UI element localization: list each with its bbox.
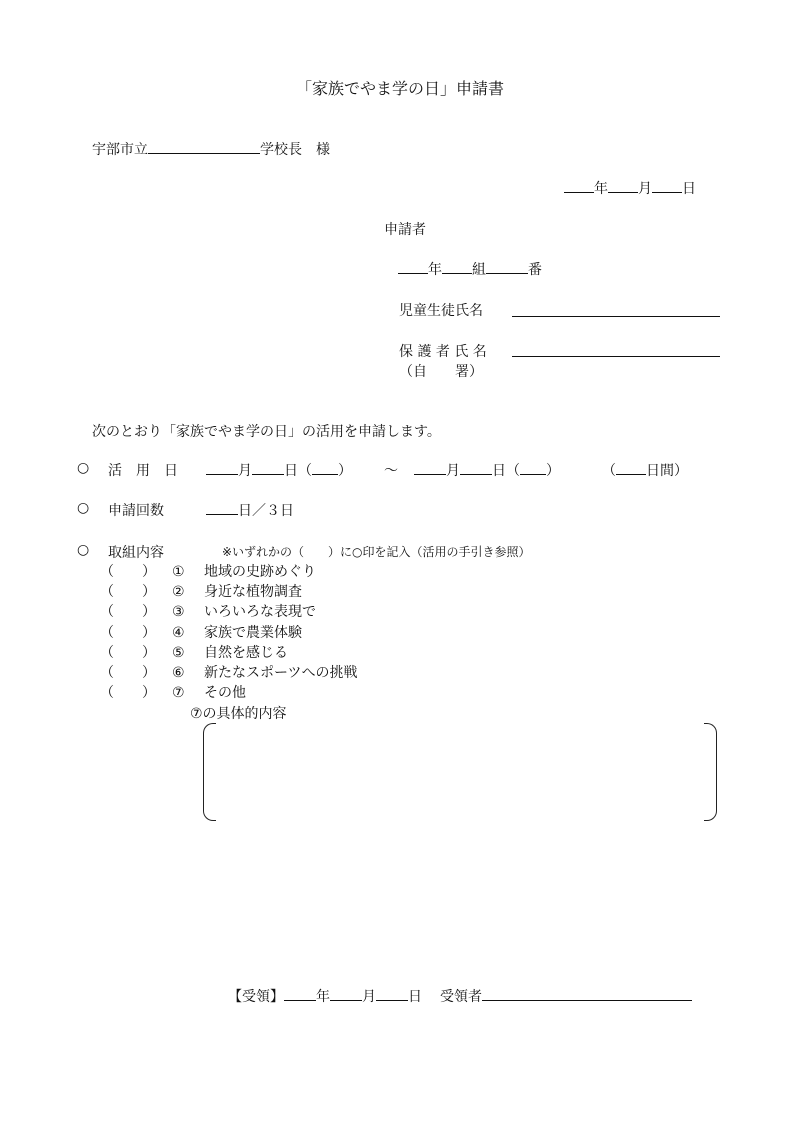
activity-number: ① — [172, 564, 185, 580]
range-tilde: ～ — [384, 463, 398, 479]
receiver-label: 受領者 — [440, 989, 482, 1005]
activity-text: いろいろな表現で — [204, 604, 316, 620]
start-weekday-close: ） — [338, 463, 352, 479]
usage-date-range — [206, 460, 352, 480]
detail-label: ⑦の具体的内容 — [190, 706, 287, 722]
detail-bracket-right — [704, 723, 717, 821]
usage-bullet: ○ — [77, 460, 90, 476]
activity-text: 新たなスポーツへの挑戦 — [204, 665, 358, 681]
activity-text: 身近な植物調査 — [204, 584, 302, 600]
date-day-blank[interactable] — [652, 178, 682, 193]
activity-text: その他 — [204, 685, 246, 701]
detail-bracket-left — [203, 723, 216, 821]
days-blank[interactable] — [616, 460, 646, 475]
start-month-blank[interactable] — [206, 460, 238, 475]
activity-text: 家族で農業体験 — [204, 625, 302, 641]
activity-number: ⑥ — [172, 665, 185, 681]
usage-days-total — [602, 460, 688, 480]
activity-option — [100, 581, 302, 601]
usage-end-date — [414, 460, 560, 480]
date-line — [564, 178, 696, 198]
guardian-name-label: 保 護 者 氏 名 — [399, 344, 487, 360]
start-day-blank[interactable] — [252, 460, 284, 475]
intro-text: 次のとおり「家族でやま学の日」の活用を申請します。 — [92, 424, 441, 440]
date-month-label: 月 — [638, 181, 652, 197]
activity-option — [100, 601, 316, 621]
start-weekday-open: （ — [298, 463, 312, 479]
activity-number: ⑦ — [172, 685, 185, 701]
activity-number: ④ — [172, 625, 185, 641]
activity-option — [100, 622, 302, 642]
activity-option — [100, 662, 357, 682]
activity-check-2[interactable]: （ ） — [100, 584, 156, 600]
activity-check-7[interactable]: （ ） — [100, 685, 156, 701]
student-name-blank[interactable] — [512, 300, 720, 317]
end-weekday-open: （ — [506, 463, 520, 479]
days-suffix: 日間） — [646, 463, 688, 479]
end-month-blank[interactable] — [414, 460, 446, 475]
activities-bullet: ○ — [77, 542, 90, 558]
end-day-blank[interactable] — [460, 460, 492, 475]
activity-option — [100, 642, 288, 662]
receipt-year-blank[interactable] — [284, 986, 316, 1001]
count-blank[interactable] — [206, 500, 238, 515]
guardian-name-blank[interactable] — [512, 340, 720, 357]
activity-check-4[interactable]: （ ） — [100, 625, 156, 641]
date-year-label: 年 — [594, 181, 608, 197]
activity-check-5[interactable]: （ ） — [100, 645, 156, 661]
number-blank[interactable] — [486, 259, 528, 274]
activity-number: ③ — [172, 604, 185, 620]
end-day-label: 日 — [492, 463, 506, 479]
grade-label: 年 — [428, 262, 442, 278]
grade-blank[interactable] — [398, 259, 428, 274]
receipt-year-label: 年 — [316, 989, 330, 1005]
end-weekday-close: ） — [546, 463, 560, 479]
count-line — [206, 500, 294, 520]
date-year-blank[interactable] — [564, 178, 594, 193]
count-label: 申請回数 — [108, 503, 164, 519]
activities-note: ※いずれかの（ ）に○印を記入（活用の手引き参照） — [222, 545, 531, 559]
count-bullet: ○ — [77, 500, 90, 516]
activity-check-1[interactable]: （ ） — [100, 564, 156, 580]
activities-label: 取組内容 — [108, 545, 164, 561]
count-suffix: 日／３日 — [238, 503, 294, 519]
class-line — [398, 259, 542, 279]
activity-option — [100, 682, 246, 702]
start-day-label: 日 — [284, 463, 298, 479]
receipt-month-label: 月 — [362, 989, 376, 1005]
addressee-line — [92, 139, 330, 159]
receiver-blank[interactable] — [482, 986, 692, 1001]
activity-option — [100, 561, 316, 581]
usage-label: 活 用 日 — [108, 463, 178, 479]
start-month-label: 月 — [238, 463, 252, 479]
receipt-day-label: 日 — [408, 989, 422, 1005]
activity-check-6[interactable]: （ ） — [100, 665, 156, 681]
class-blank[interactable] — [442, 259, 472, 274]
activity-check-3[interactable]: （ ） — [100, 604, 156, 620]
date-month-blank[interactable] — [608, 178, 638, 193]
receipt-day-blank[interactable] — [376, 986, 408, 1001]
activity-number: ⑤ — [172, 645, 185, 661]
school-name-blank[interactable] — [148, 139, 260, 154]
document-title: 「家族でやま学の日」申請書 — [295, 79, 504, 98]
guardian-signature-note: （自 署） — [399, 364, 483, 380]
end-weekday-blank[interactable] — [520, 460, 546, 475]
days-open: （ — [602, 463, 616, 479]
receipt-line — [228, 986, 692, 1006]
student-name-label: 児童生徒氏名 — [399, 303, 483, 319]
class-label: 組 — [472, 262, 486, 278]
activity-number: ② — [172, 584, 185, 600]
activity-text: 地域の史跡めぐり — [204, 564, 316, 580]
start-weekday-blank[interactable] — [312, 460, 338, 475]
receipt-month-blank[interactable] — [330, 986, 362, 1001]
end-month-label: 月 — [446, 463, 460, 479]
receipt-label: 【受領】 — [228, 989, 284, 1005]
detail-text-area[interactable] — [216, 728, 702, 814]
addressee-prefix: 宇部市立 — [92, 142, 148, 158]
activity-text: 自然を感じる — [204, 645, 288, 661]
number-label: 番 — [528, 262, 542, 278]
addressee-suffix: 学校長 様 — [260, 142, 330, 158]
date-day-label: 日 — [682, 181, 696, 197]
applicant-label: 申請者 — [384, 222, 426, 238]
